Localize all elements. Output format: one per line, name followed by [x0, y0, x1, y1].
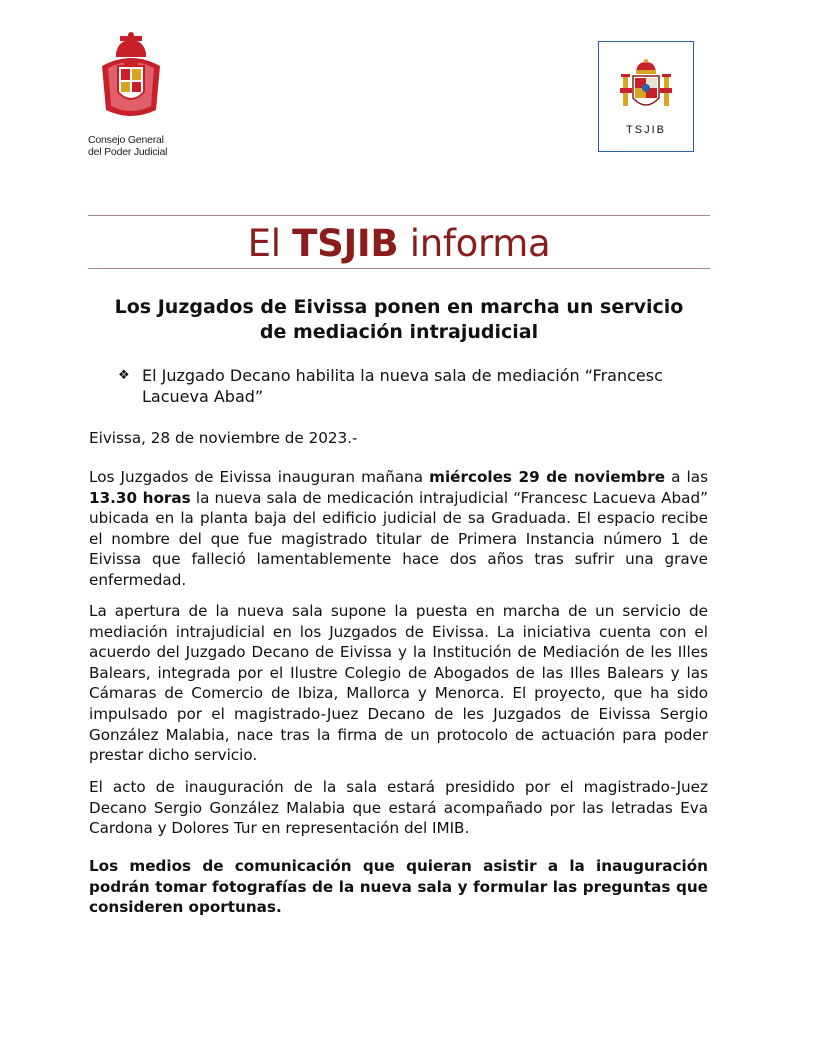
headline-suffix: informa [398, 222, 551, 265]
p1-text-1: Los Juzgados de Eivissa inauguran mañana [89, 468, 430, 486]
p1-text-3: la nueva sala de medicación intrajudicial “Francesc Lacueva Abad” ubicada en la planta baja del edificio judicial de sa Graduada. El espacio recibe el nombre del que fue magistrado titular de Primera Instancia número 1 de Eivissa que falleció lamentablemente hace dos años tras sufrir una grave enfermedad. [89, 488, 708, 589]
tsjib-logo [598, 41, 694, 152]
spain-coat-of-arms-icon [619, 58, 673, 114]
paragraph-4-bold: Los medios de comunicación que quieran asistir a la inauguración podrán tomar fotografías de la nueva sala y formular las preguntas que consideren oportunas. [89, 857, 708, 917]
paragraph-3: El acto de inauguración de la sala estará presidido por el magistrado-Juez Decano Sergio González Malabia que estará acompañado por las letradas Eva Cardona y Dolores Tur en representación del IMIB. [89, 778, 708, 838]
cgpj-text-line1: Consejo General [88, 134, 164, 146]
p1-time-bold: 13.30 horas [89, 488, 191, 507]
subheadline-bullet [118, 365, 708, 407]
headline-prefix: El [247, 222, 293, 265]
paragraph-1 [89, 467, 708, 591]
title-line1: Los Juzgados de Eivissa ponen en marcha un servicio [114, 296, 684, 318]
dateline: Eivissa, 28 de noviembre de 2023.- [89, 429, 358, 447]
p1-text-2: a las [665, 468, 708, 486]
title-line2: de mediación intrajudicial [259, 321, 539, 343]
cgpj-logo [88, 32, 188, 158]
bottom-rule [88, 268, 710, 269]
cgpj-crest-icon [94, 32, 168, 120]
bullet-diamond-icon: ❖ [118, 368, 130, 383]
top-rule [88, 215, 710, 216]
headline-bold: TSJIB [292, 222, 399, 265]
tsjib-label: TSJIB [626, 124, 666, 136]
paragraph-2: La apertura de la nueva sala supone la puesta en marcha de un servicio de mediación intrajudicial en los Juzgados de Eivissa. La iniciativa cuenta con el acuerdo del Juzgado Decano de Eivissa y la Institución de Mediación de les Illes Balears, integrada por el Ilustre Colegio de Abogados de las Illes Balears y las Cámaras de Comercio de Ibiza, Mallorca y Menorca. El proyecto, que ha sido impulsado por el magistrado-Juez Decano de les Juzgados de Eivissa Sergio González Malabia, nace tras la firma de un protocolo de actuación para poder prestar dicho servicio. [89, 602, 708, 765]
cgpj-logo-text [88, 134, 188, 158]
article-title [88, 295, 710, 345]
cgpj-text-line2: del Poder Judicial [88, 146, 168, 158]
p1-date-bold: miércoles 29 de noviembre [429, 468, 666, 486]
headline-banner [88, 220, 710, 268]
bullet-text: El Juzgado Decano habilita la nueva sala de mediación “Francesc Lacueva Abad” [142, 366, 663, 406]
